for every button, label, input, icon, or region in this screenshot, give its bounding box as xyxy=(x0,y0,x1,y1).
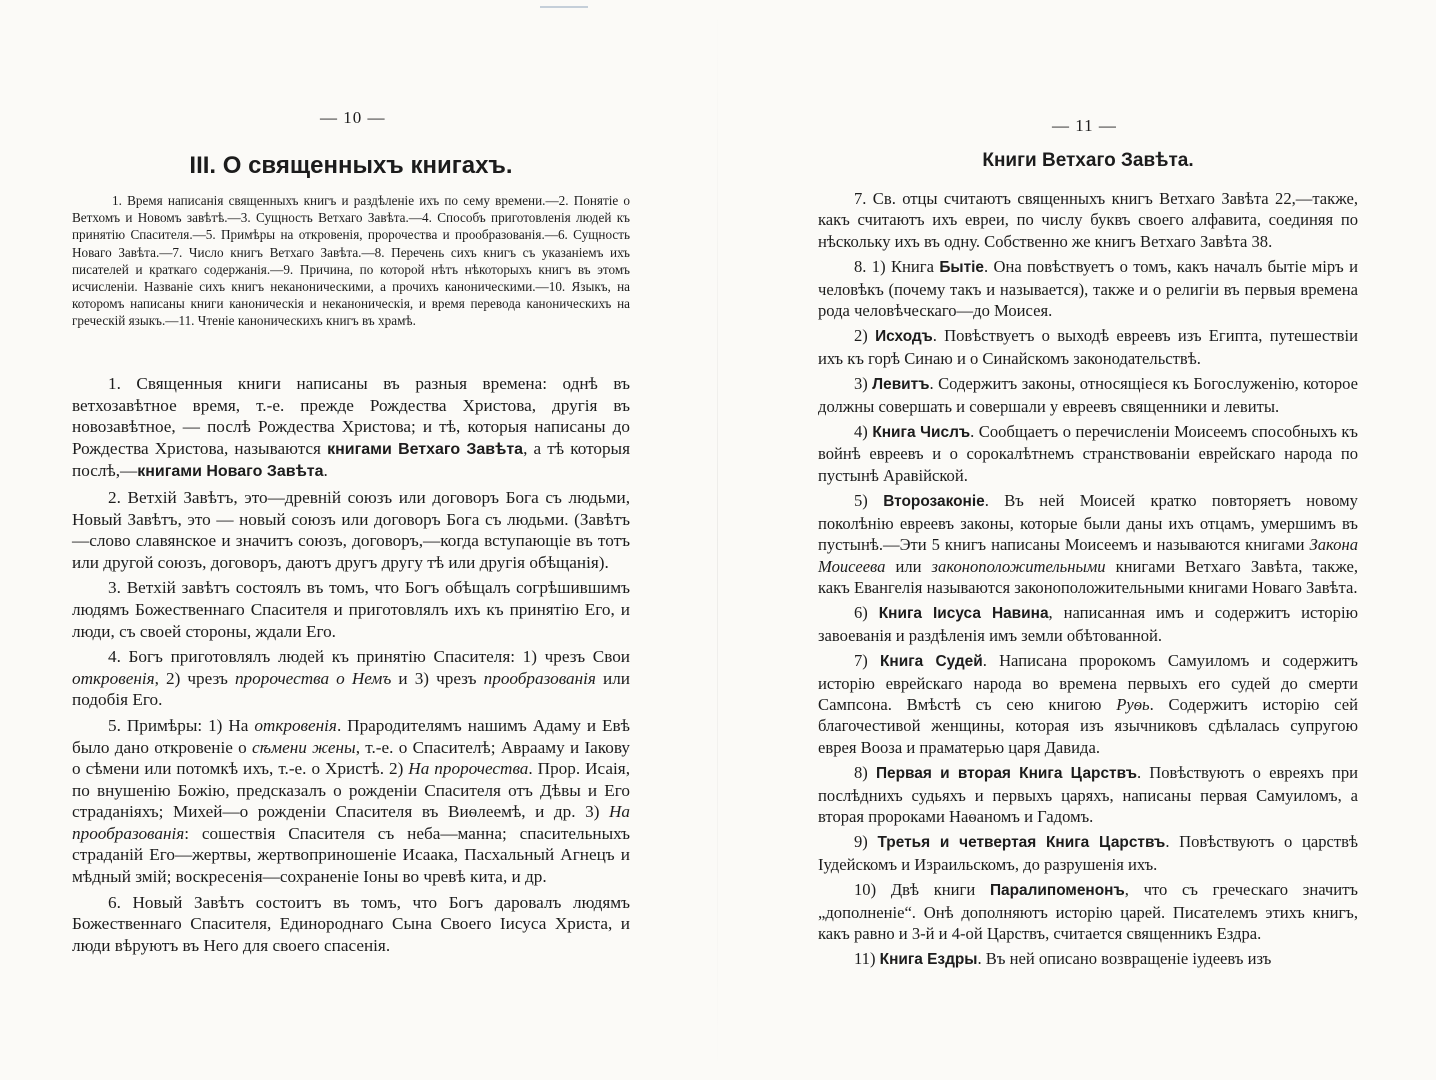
text-run: . Въ ней Моисей кратко повторяетъ новому поколѣнію евреевъ законы, которые были даны ихъ отцамъ, умершимъ въ пустынѣ.—Эти 5 книгъ написаны Моисеемъ и называются книгами xyxy=(818,491,1358,555)
bold-term: Левитъ xyxy=(872,376,930,394)
text-run: . Въ ней описано возвращеніе іудеевъ изъ xyxy=(977,949,1272,969)
paragraph xyxy=(818,948,1358,970)
text-run: 8. 1) Книга xyxy=(854,257,940,277)
text-run: . Она повѣствуетъ о томъ, какъ началъ бытіе міръ и человѣкъ (почему такъ и называется), также и о религіи въ первыя времена рода человѣческаго—до Моисея. xyxy=(818,257,1358,321)
text-run: и 3) чрезъ xyxy=(391,668,484,688)
text-run: , 2) чрезъ xyxy=(154,668,235,688)
paragraph xyxy=(818,373,1358,417)
bold-term: Исходъ xyxy=(875,328,933,346)
italic-term: На пророчества xyxy=(408,759,529,779)
bold-term: Книга Числъ xyxy=(872,424,971,442)
paragraph xyxy=(818,879,1358,944)
text-run: 3) xyxy=(854,374,873,394)
paragraph xyxy=(72,892,630,957)
text-run: 5. Примѣры: 1) На xyxy=(108,715,255,735)
italic-term: На прообразованія xyxy=(72,802,630,843)
page-number: — 10 — xyxy=(320,108,386,127)
bold-term: Книга Судей xyxy=(880,653,983,671)
italic-term: откровенія xyxy=(72,668,155,688)
bold-term: Третья и четвертая Книга Царствъ xyxy=(877,834,1166,852)
text-run: . Написана пророкомъ Самуиломъ и содержитъ исторію еврейскаго народа во времена первыхъ его судей до смерти Сампсона. Вмѣстѣ съ сею книгою xyxy=(818,651,1359,714)
italic-term: Закона Моисеева xyxy=(818,535,1358,576)
left-page xyxy=(72,0,630,1080)
right-page xyxy=(818,0,1358,1080)
bold-term: книгами Ветхаго Завѣта xyxy=(327,440,524,458)
paragraph xyxy=(818,256,1358,321)
chapter-title: III. О священныхъ книгахъ. xyxy=(189,152,513,179)
text-run: 9) xyxy=(854,832,878,852)
text-run: . Повѣствуютъ о евреяхъ при послѣднихъ судьяхъ и первыхъ царяхъ, написаны первая Самуиломъ, а вторая пророками Наѳаномъ и Гадомъ. xyxy=(818,763,1358,826)
text-run: 7. Св. отцы считаютъ священныхъ книгъ Ветхаго Завѣта 22,—также, какъ считаютъ ихъ евреи, по числу буквъ своего алфавита, соединяя по нѣскольку ихъ въ одну. Собственно же книгъ Ветхаго Завѣта 38. xyxy=(818,189,1358,251)
text-run: 6) xyxy=(854,603,879,623)
paragraph xyxy=(72,487,630,573)
left-body-text xyxy=(72,373,630,960)
book-gutter xyxy=(717,0,718,1080)
text-run: 2. Ветхій Завѣтъ, это—древній союзъ или договоръ Бога съ людьми, Новый Завѣтъ, это — новый союзъ или договоръ Бога съ людьми. (Завѣтъ—слово славянское и значитъ союзъ, договоръ,—когда вступающіе въ тотъ или другой союзъ, договоръ, даютъ другъ другу тѣ или другія обѣщанія). xyxy=(72,487,630,572)
section-title: Книги Ветхаго Завѣта. xyxy=(982,150,1194,171)
text-run: . Сообщаетъ о перечисленіи Моисеемъ способныхъ къ войнѣ евреевъ и о сорокалѣтнемъ странствованіи еврейскаго народа по пустынѣ Аравійской. xyxy=(818,422,1358,485)
text-run: . Прор. Исаія, по внушенію Божію, предсказалъ о рожденіи Спасителя отъ Дѣвы и Его страданіяхъ; Михей—о рожденіи Спасителя въ Виѳлеемѣ, и др. 3) xyxy=(72,759,630,822)
bold-term: Первая и вторая Книга Царствъ xyxy=(875,765,1137,783)
text-run: или подобія Его. xyxy=(72,668,630,710)
text-run: : сошествія Спасителя съ неба—манна; спасительныхъ страданій Его—жертвы, жертвоприношеніе Исаака, Пасхальный Агнецъ и мѣдный змій; воскресенія—сохраненіе Іоны во чревѣ кита, и др. xyxy=(72,823,630,887)
text-run: 8) xyxy=(854,763,876,783)
bold-term: Книга Ездры xyxy=(879,951,978,969)
text-run: , т.-е. о Спасителѣ; Аврааму и Іакову о сѣмени или потомкѣ ихъ, т.-е. о Христѣ. 2) xyxy=(72,737,630,779)
bold-term: книгами Новаго Завѣта xyxy=(137,463,324,481)
text-run: 2) xyxy=(854,326,876,346)
paragraph xyxy=(818,490,1358,598)
paragraph xyxy=(818,325,1358,369)
text-run: книгами Ветхаго Завѣта, также, какъ Евангелія называются законоположительными книгами Новаго Завѣта. xyxy=(818,556,1359,597)
paragraph xyxy=(818,188,1358,252)
bold-term: Книга Іисуса Навина xyxy=(878,605,1049,623)
text-run: или xyxy=(885,556,932,576)
italic-term: прообразованія xyxy=(483,668,596,688)
bold-term: Паралипоменонъ xyxy=(989,882,1125,900)
paragraph xyxy=(818,762,1358,827)
text-run: 5) xyxy=(854,491,884,511)
text-run: 11) xyxy=(854,949,880,969)
chapter-summary: 1. Время написанія священныхъ книгъ и раздѣленіе ихъ по сему времени.—2. Понятіе о Ветхомъ и Новомъ завѣтѣ.—3. Сущность Ветхаго Завѣта.—4. Способъ приготовленія людей къ принятію Спасителя.—5. Примѣры на откровенія, пророчества и прообразованія.—6. Сущность Новаго Завѣта.—7. Число книгъ Ветхаго Завѣта.—8. Перечень сихъ книгъ съ указаніемъ ихъ писателей и краткаго содержанія.—9. Причина, по которой нѣтъ нѣкоторыхъ книгъ въ этомъ исчисленіи. Названіе сихъ книгъ неканоническими, а прочихъ каноническими.—10. Языкъ, на которомъ написаны книги каноническія и неканоническія, и время перевода каноническихъ на греческій языкъ.—11. Чтеніе каноническихъ книгъ въ храмѣ. xyxy=(72,193,630,329)
text-run: 7) xyxy=(854,651,881,671)
paragraph xyxy=(72,715,630,888)
text-run: . Содержитъ исторію сей благочестивой женщины, которая изъ язычниковъ сдѣлалась супругою еврея Вооза и праматерью царя Давида. xyxy=(818,694,1358,757)
text-run: 6. Новый Завѣтъ состоитъ въ томъ, что Богъ даровалъ людямъ Божественнаго Спасителя, Единороднаго Сына Своего Іисуса Христа, и люди вѣруютъ въ Него для своего спасенія. xyxy=(72,892,630,955)
italic-term: сѣмени жены xyxy=(252,737,356,757)
italic-term: Руѳь xyxy=(1116,694,1150,714)
paragraph xyxy=(818,421,1358,486)
bold-term: Второзаконіе xyxy=(883,493,985,511)
paragraph xyxy=(72,577,630,642)
right-body-text xyxy=(818,188,1358,975)
text-run: , написанная имъ и содержитъ исторію завоеванія и раздѣленія имъ земли обѣтованной. xyxy=(818,603,1358,645)
bold-term: Бытіе xyxy=(939,259,984,277)
italic-term: откровенія xyxy=(254,715,337,735)
text-run: 1. Священныя книги написаны въ разныя времена: однѣ въ ветхозавѣтное время, т.-е. прежде Рождества Христова, другія въ новозавѣтное, — послѣ Рождества Христова; и тѣ, которыя написаны до Рождества Христова, называются xyxy=(72,374,630,458)
text-run: . Прародителямъ нашимъ Адаму и Евѣ было дано откровеніе о xyxy=(72,715,630,757)
text-run: 10) Двѣ книги xyxy=(854,880,990,900)
italic-term: законоположительными xyxy=(931,556,1106,576)
paragraph xyxy=(72,373,630,483)
text-run: , что съ греческаго значитъ „дополненіе“. Онѣ дополняютъ исторію царей. Писателемъ этихъ книгъ, какъ равно и 3-й и 4-ой Царствъ, считается священникъ Ездра. xyxy=(818,880,1358,943)
text-run: . Повѣствуютъ о царствѣ Іудейскомъ и Израильскомъ, до разрушенія ихъ. xyxy=(818,832,1358,874)
paragraph xyxy=(818,650,1358,758)
text-run: . Повѣствуетъ о выходѣ евреевъ изъ Египта, путешествіи ихъ къ горѣ Синаю и о Синайскомъ законодательствѣ. xyxy=(818,326,1358,368)
paragraph xyxy=(818,831,1358,875)
paragraph xyxy=(818,602,1358,646)
text-run: 4) xyxy=(854,422,873,442)
text-run: , а тѣ которыя послѣ,— xyxy=(72,438,630,481)
text-run: 4. Богъ приготовлялъ людей къ принятію Спасителя: 1) чрезъ Свои xyxy=(108,647,630,667)
text-run: 3. Ветхій завѣтъ состоялъ въ томъ, что Богъ обѣщалъ согрѣшившимъ людямъ Божественнаго Спасителя и приготовлялъ ихъ къ принятію Его, и люди, съ своей стороны, ждали Его. xyxy=(72,578,630,641)
paragraph xyxy=(72,646,630,711)
italic-term: пророчества о Немъ xyxy=(234,668,392,688)
page-number: — 11 — xyxy=(1052,116,1117,135)
text-run: . Содержитъ законы, относящіеся къ Богослуженію, которое должны совершать и совершали у евреевъ священники и левиты. xyxy=(818,374,1358,416)
text-run: . xyxy=(323,461,328,481)
